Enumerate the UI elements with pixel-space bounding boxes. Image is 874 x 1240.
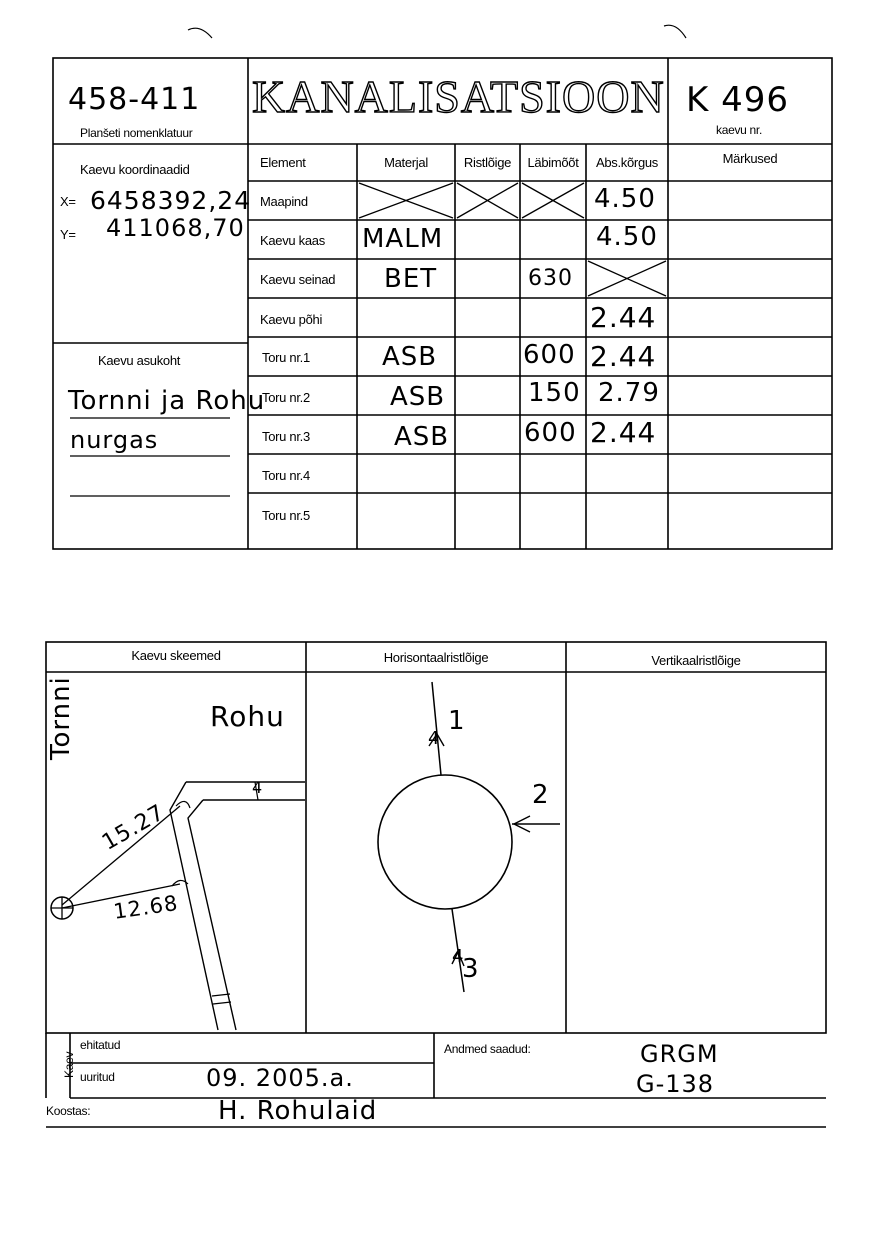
row-element: Toru nr.5 <box>262 508 310 523</box>
header-element: Element <box>260 155 306 170</box>
compiler-label: Koostas: <box>46 1104 91 1118</box>
road-mark: 4 <box>252 778 264 797</box>
row-element: Kaevu seinad <box>260 272 336 287</box>
distance-label: 15.27 <box>98 800 170 856</box>
row-diameter: 600 <box>524 418 577 448</box>
location-label: Kaevu asukoht <box>98 353 181 368</box>
row-height: 2.44 <box>590 416 657 449</box>
row-height: 4.50 <box>594 184 656 214</box>
row-element: Toru nr.2 <box>262 390 310 405</box>
location-line-1: Tornni ja Rohu <box>68 386 266 416</box>
pipe-arrow-label-3: 4 <box>452 946 465 967</box>
header-cross-section: Ristlõige <box>463 155 512 170</box>
row-height: 2.44 <box>590 301 657 334</box>
header-notes: Märkused <box>722 151 778 166</box>
row-material: ASB <box>394 422 450 452</box>
well-label: kaevu nr. <box>716 123 762 137</box>
data-source-value: GRGM <box>640 1040 719 1068</box>
built-label: ehitatud <box>80 1038 121 1052</box>
row-height: 4.50 <box>596 222 658 252</box>
row-diameter: 150 <box>528 378 581 408</box>
well-side-label: Kaev <box>62 1051 76 1078</box>
compiler-name: H. Rohulaid <box>218 1096 378 1126</box>
row-element: Kaevu kaas <box>260 233 325 248</box>
row-material: ASB <box>382 342 438 372</box>
data-source-label: Andmed saadud: <box>444 1042 531 1056</box>
pipe-number-3: 3 <box>462 954 480 984</box>
row-material: ASB <box>390 382 446 412</box>
pipe-arrow-label-1: 4 <box>428 728 441 749</box>
row-element: Toru nr.1 <box>262 350 310 365</box>
header-diameter: Läbimõõt <box>527 155 579 170</box>
surveyed-date: 09. 2005.a. <box>206 1064 354 1092</box>
distance-label: 12.68 <box>112 890 180 924</box>
well-number: K 496 <box>686 80 789 120</box>
y-label: Y= <box>60 227 76 242</box>
pipe-number-1: 1 <box>448 706 466 736</box>
row-material: MALM <box>362 224 444 254</box>
row-element: Maapind <box>260 194 308 209</box>
row-height: 2.79 <box>598 378 660 408</box>
sheet-label: Planšeti nomenklatuur <box>80 126 193 140</box>
coordinates-label: Kaevu koordinaadid <box>80 162 190 177</box>
row-diameter: 630 <box>528 266 573 291</box>
row-element: Kaevu põhi <box>260 312 323 327</box>
pipe-number-2: 2 <box>532 780 550 810</box>
row-diameter: 600 <box>523 340 576 370</box>
row-material: BET <box>384 264 438 294</box>
street-label-tornni: Tornni <box>46 676 76 760</box>
location-line-2: nurgas <box>70 426 159 454</box>
row-height: 2.44 <box>590 340 657 373</box>
street-label-rohu: Rohu <box>210 700 285 733</box>
row-element: Toru nr.3 <box>262 429 310 444</box>
y-value: 411068,70 <box>106 214 245 242</box>
data-source-value: G-138 <box>636 1070 715 1098</box>
vertical-section-header: Vertikaalristlõige <box>651 653 741 668</box>
form-title: KANALISATSIOON <box>252 71 665 122</box>
x-value: 6458392,24 <box>90 186 252 215</box>
sketch-col-header: Kaevu skeemed <box>131 648 221 663</box>
horizontal-section-header: Horisontaalristlõige <box>383 650 489 665</box>
header-material: Materjal <box>384 155 428 170</box>
row-element: Toru nr.4 <box>262 468 310 483</box>
surveyed-label: uuritud <box>80 1070 115 1084</box>
x-label: X= <box>60 194 76 209</box>
header-abs-height: Abs.kõrgus <box>595 155 659 170</box>
sheet-number: 458-411 <box>68 82 201 117</box>
